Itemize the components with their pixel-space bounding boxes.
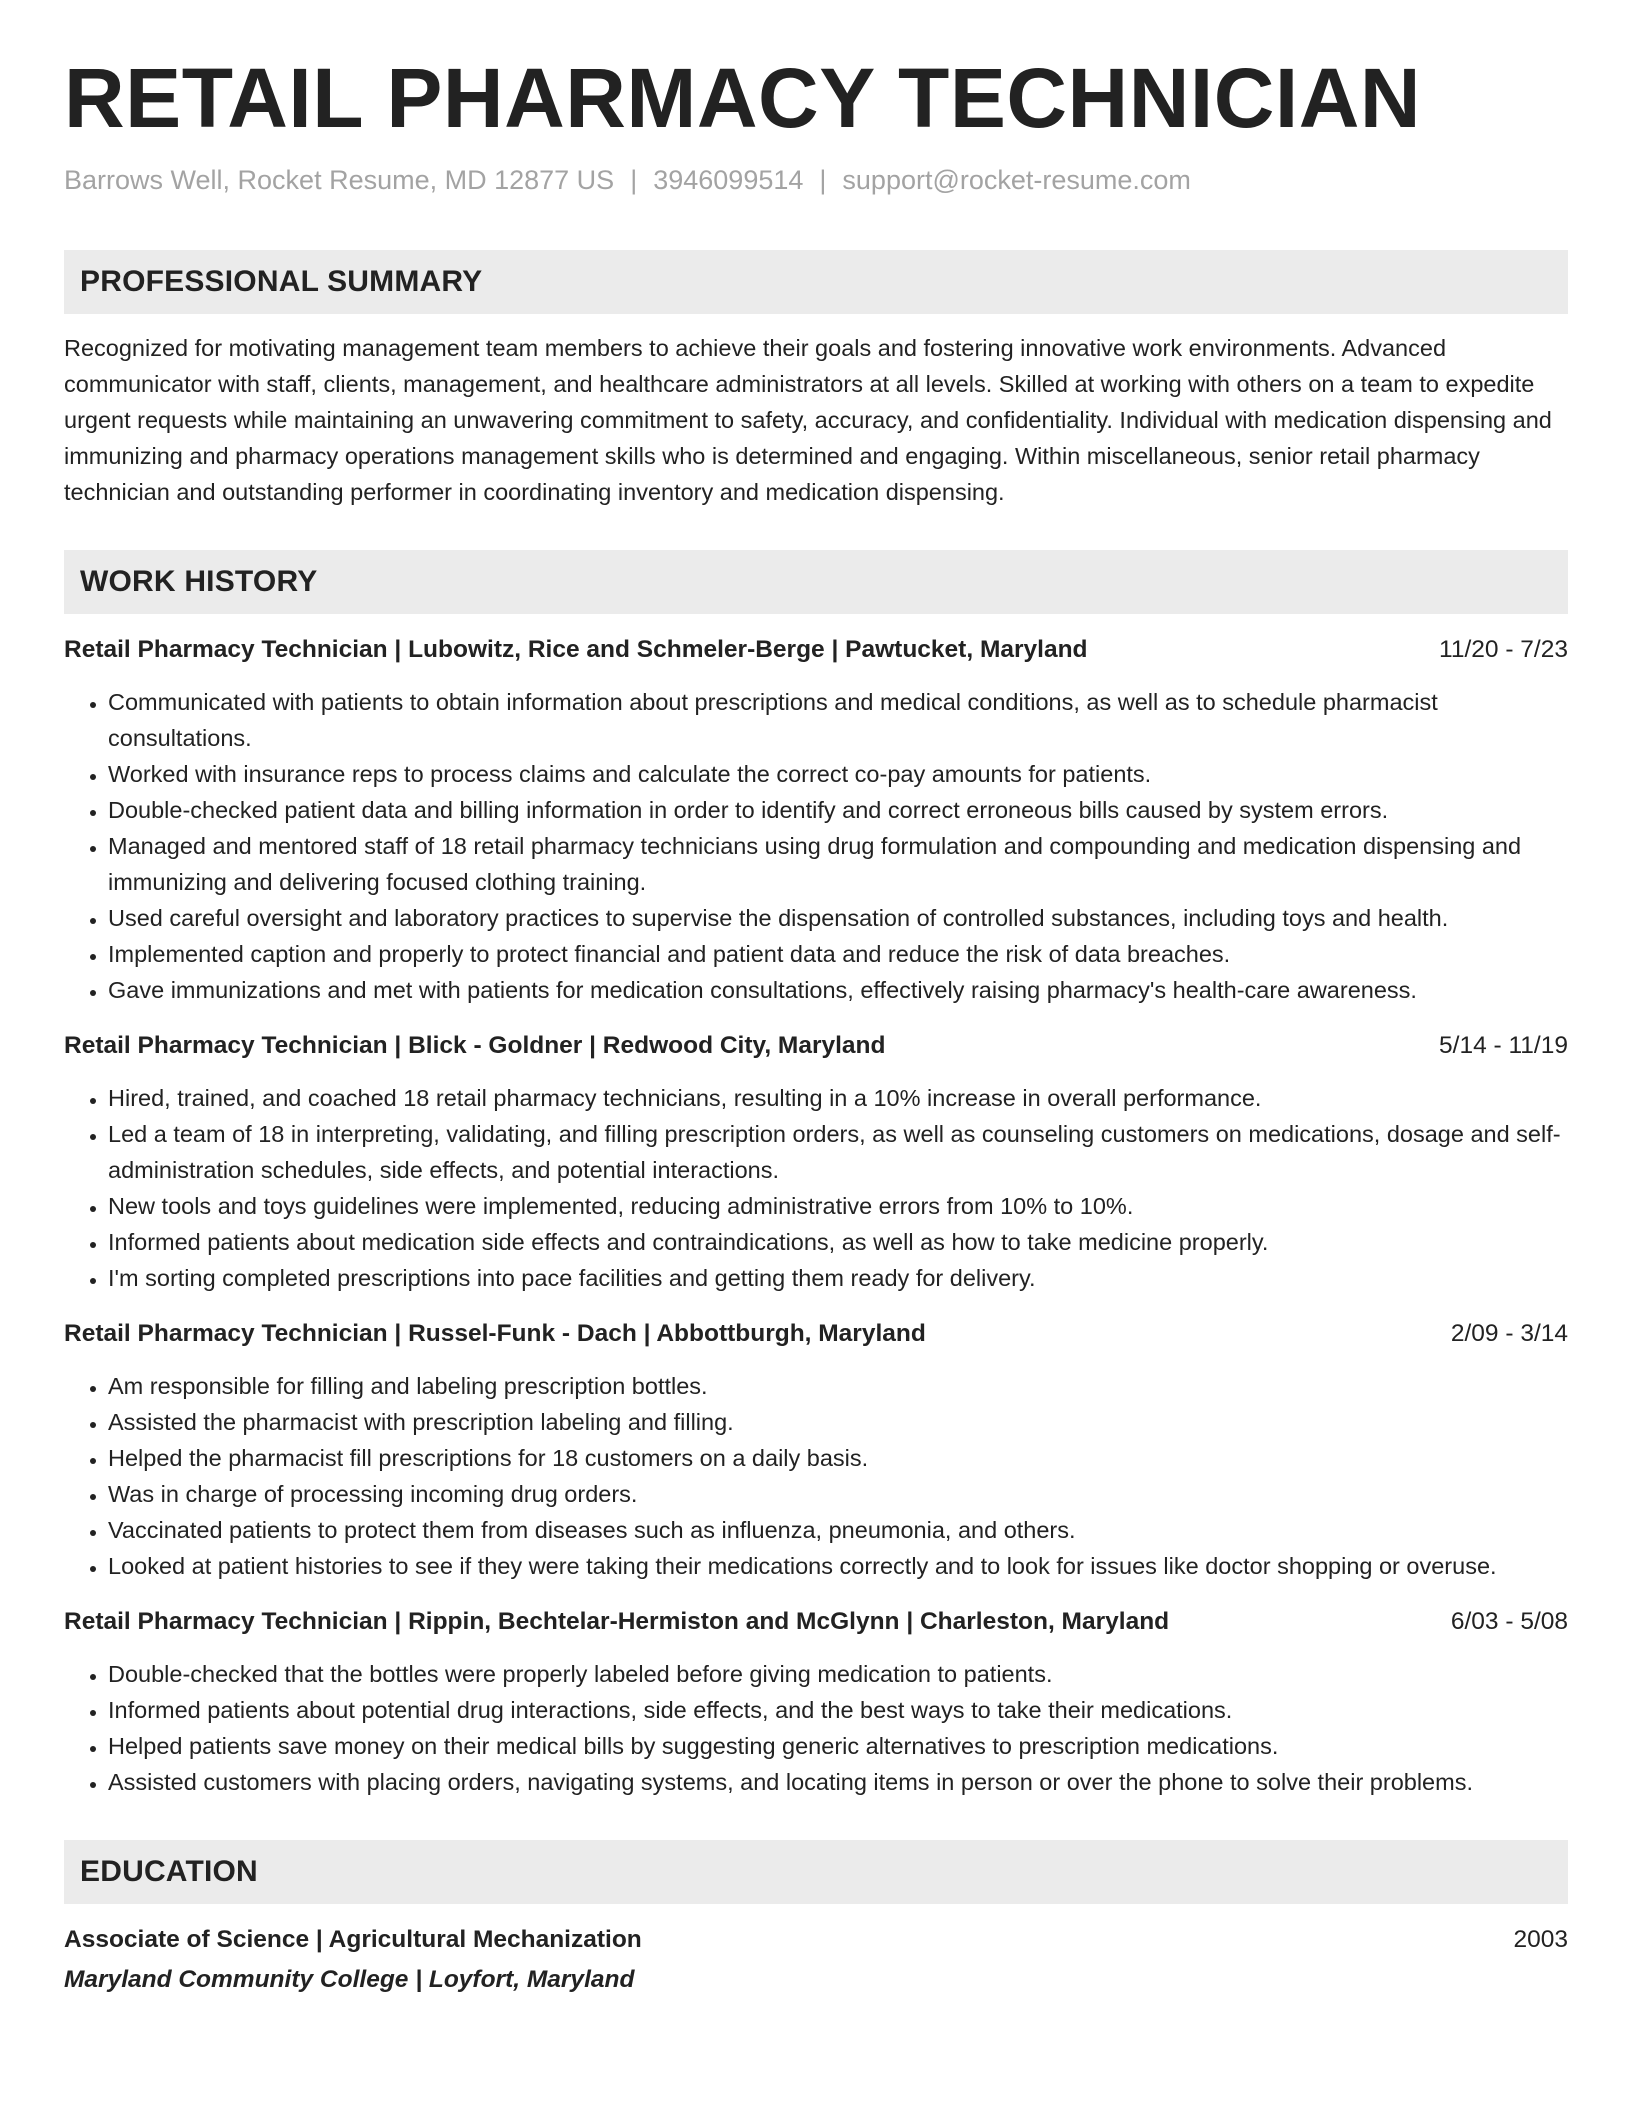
list-item: • Assisted the pharmacist with prescription labeling and filling. (108, 1404, 1568, 1440)
contact-separator: | (819, 164, 827, 195)
list-item: • Used careful oversight and laboratory practices to supervise the dispensation of controlled substances, including toys and health. (108, 900, 1568, 936)
job-bullets (64, 1368, 1568, 1584)
contact-address: Barrows Well, Rocket Resume, MD 12877 US (64, 164, 615, 195)
job-dates: 2/09 - 3/14 (1450, 1319, 1568, 1347)
list-item: • Communicated with patients to obtain information about prescriptions and medical conditions, as well as to schedule pharmacist consultations. (108, 684, 1568, 756)
list-item: • Managed and mentored staff of 18 retail pharmacy technicians using drug formulation and compounding and medication dispensing and immunizing and delivering focused clothing training. (108, 828, 1568, 900)
job-entry-1 (64, 632, 1568, 1008)
education-year: 2003 (1513, 1925, 1568, 1953)
job-title: Retail Pharmacy Technician | Lubowitz, Rice and Schmeler-Berge | Pawtucket, Maryland (64, 635, 1088, 663)
list-item: • Informed patients about potential drug interactions, side effects, and the best ways to take their medications. (108, 1692, 1568, 1728)
contact-line (64, 163, 1568, 198)
list-item: • Helped patients save money on their medical bills by suggesting generic alternatives to prescription medications. (108, 1728, 1568, 1764)
job-title: Retail Pharmacy Technician | Blick - Goldner | Redwood City, Maryland (64, 1031, 886, 1059)
job-title: Retail Pharmacy Technician | Rippin, Bechtelar-Hermiston and McGlynn | Charleston, Maryland (64, 1607, 1170, 1635)
list-item: • I'm sorting completed prescriptions into pace facilities and getting them ready for delivery. (108, 1260, 1568, 1296)
job-bullets (64, 684, 1568, 1008)
job-header (64, 1028, 1568, 1064)
work-history-heading: WORK HISTORY (64, 550, 1568, 614)
list-item: • Implemented caption and properly to protect financial and patient data and reduce the risk of data breaches. (108, 936, 1568, 972)
job-header (64, 632, 1568, 668)
contact-phone: 3946099514 (653, 164, 804, 195)
job-entry-2 (64, 1028, 1568, 1296)
education-degree: Associate of Science | Agricultural Mechanization (64, 1925, 642, 1953)
list-item: • Gave immunizations and met with patients for medication consultations, effectively raising pharmacy's health-care awareness. (108, 972, 1568, 1008)
list-item: • Informed patients about medication side effects and contraindications, as well as how to take medicine properly. (108, 1224, 1568, 1260)
list-item: • Led a team of 18 in interpreting, validating, and filling prescription orders, as well as counseling customers on medications, dosage and self-administration schedules, side effects, and potential interactions. (108, 1116, 1568, 1188)
list-item: • Helped the pharmacist fill prescriptions for 18 customers on a daily basis. (108, 1440, 1568, 1476)
list-item: • Double-checked that the bottles were properly labeled before giving medication to patients. (108, 1656, 1568, 1692)
summary-text: Recognized for motivating management team members to achieve their goals and fostering innovative work environments. Advanced communicator with staff, clients, management, and healthcare administrators at all levels. Skilled at working with others on a team to expedite urgent requests while maintaining an unwavering commitment to safety, accuracy, and confidentiality. Individual with medication dispensing and immunizing and pharmacy operations management skills who is determined and engaging. Within miscellaneous, senior retail pharmacy technician and outstanding performer in coordinating inventory and medication dispensing. (64, 334, 1552, 505)
job-header (64, 1316, 1568, 1352)
list-item: • Vaccinated patients to protect them from diseases such as influenza, pneumonia, and others. (108, 1512, 1568, 1548)
job-bullets (64, 1080, 1568, 1296)
job-entry-4 (64, 1604, 1568, 1800)
education-school: Maryland Community College | Loyfort, Maryland (64, 1965, 635, 1993)
list-item: • Was in charge of processing incoming drug orders. (108, 1476, 1568, 1512)
list-item: • New tools and toys guidelines were implemented, reducing administrative errors from 10% to 10%. (108, 1188, 1568, 1224)
job-dates: 5/14 - 11/19 (1439, 1031, 1568, 1059)
contact-email: support@rocket-resume.com (842, 164, 1191, 195)
list-item: • Am responsible for filling and labeling prescription bottles. (108, 1368, 1568, 1404)
education-entry (64, 1922, 1568, 1998)
job-dates: 6/03 - 5/08 (1450, 1607, 1568, 1635)
job-bullets (64, 1656, 1568, 1800)
job-dates: 11/20 - 7/23 (1439, 635, 1568, 663)
list-item: • Assisted customers with placing orders, navigating systems, and locating items in person or over the phone to solve their problems. (108, 1764, 1568, 1800)
list-item: • Worked with insurance reps to process claims and calculate the correct co-pay amounts for patients. (108, 756, 1568, 792)
job-entry-3 (64, 1316, 1568, 1584)
contact-separator: | (630, 164, 638, 195)
job-title: Retail Pharmacy Technician | Russel-Funk - Dach | Abbottburgh, Maryland (64, 1319, 926, 1347)
job-header (64, 1604, 1568, 1640)
list-item: • Hired, trained, and coached 18 retail pharmacy technicians, resulting in a 10% increase in overall performance. (108, 1080, 1568, 1116)
education-header (64, 1922, 1568, 1958)
list-item: • Looked at patient histories to see if they were taking their medications correctly and to look for issues like doctor shopping or overuse. (108, 1548, 1568, 1584)
candidate-name: RETAIL PHARMACY TECHNICIAN (64, 51, 1422, 145)
education-heading: EDUCATION (64, 1840, 1568, 1904)
list-item: • Double-checked patient data and billing information in order to identify and correct erroneous bills caused by system errors. (108, 792, 1568, 828)
summary-heading: PROFESSIONAL SUMMARY (64, 250, 1568, 314)
